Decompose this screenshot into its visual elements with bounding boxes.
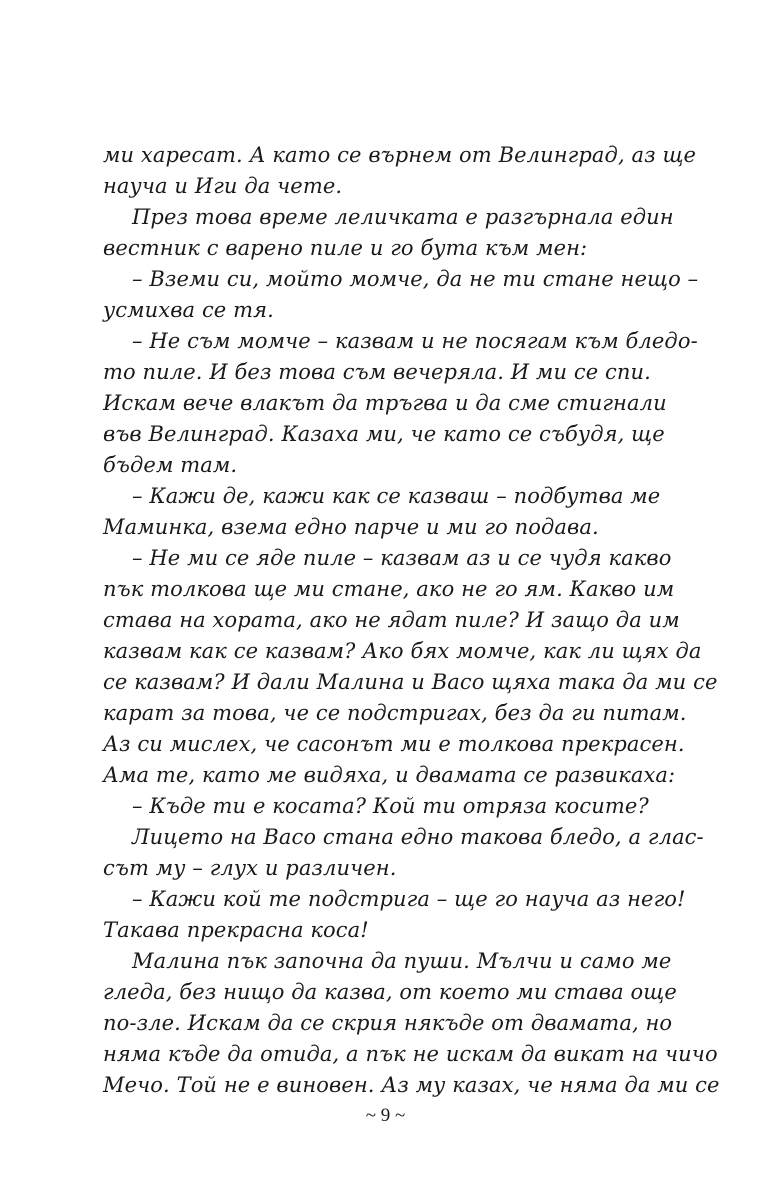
text-line: Такава прекрасна коса! — [103, 918, 369, 942]
text-line: вестник с варено пиле и го бута към мен: — [103, 236, 588, 260]
text-line: ми харесат. А като се върнем от Велинград, аз ще — [103, 143, 697, 167]
text-line: усмихва се тя. — [103, 298, 274, 322]
text-line: се казвам? И дали Малина и Васо щяха така да ми се — [103, 670, 718, 694]
text-line: Маминка, взема едно парче и ми го подава. — [103, 515, 599, 539]
text-line: – Вземи си, мойто момче, да не ти стане нещо – — [132, 267, 699, 291]
text-line: във Велинград. Казаха ми, че като се събудя, ще — [103, 422, 665, 446]
body-text — [103, 140, 720, 1101]
text-line: по-зле. Искам да се скрия някъде от двамата, но — [103, 1011, 673, 1035]
text-line: – Не съм момче – казвам и не посягам към бледо- — [132, 329, 698, 353]
page-number: ~ 9 ~ — [365, 1105, 406, 1126]
text-line: През това време леличката е разгърнала един — [132, 205, 674, 229]
text-line: Искам вече влакът да тръгва и да сме стигнали — [103, 391, 667, 415]
text-line: то пиле. И без това съм вечеряла. И ми се спи. — [103, 360, 651, 384]
text-line: карат за това, че се подстригах, без да ги питам. — [103, 701, 687, 725]
text-line: бъдем там. — [103, 453, 238, 477]
text-line: гледа, без нищо да казва, от което ми става още — [103, 980, 677, 1004]
text-line: Аз си мислех, че сасонът ми е толкова прекрасен. — [103, 732, 685, 756]
text-line: няма къде да отида, а пък не искам да викат на чичо — [103, 1042, 718, 1066]
text-line: Ама те, като ме видяха, и двамата се развикаха: — [103, 763, 676, 787]
text-line: казвам как се казвам? Ако бях момче, как ли щях да — [103, 639, 702, 663]
text-line: пък толкова ще ми стане, ако не го ям. Какво им — [103, 577, 675, 601]
text-line: – Кажи кой те подстрига – ще го науча аз него! — [132, 887, 686, 911]
text-line: Малина пък започна да пуши. Мълчи и само ме — [132, 949, 672, 973]
text-line: – Кажи де, кажи как се казваш – подбутва ме — [132, 484, 661, 508]
text-line: сът му – глух и различен. — [103, 856, 397, 880]
text-line: – Не ми се яде пиле – казвам аз и се чудя какво — [132, 546, 672, 570]
text-line: – Къде ти е косата? Кой ти отряза косите? — [132, 794, 649, 818]
text-line: Лицето на Васо стана едно такова бледо, а глас- — [132, 825, 704, 849]
text-line: науча и Иги да чете. — [103, 174, 343, 198]
text-line: става на хората, ако не ядат пиле? И защо да им — [103, 608, 680, 632]
text-line: Мечо. Той не е виновен. Аз му казах, че няма да ми се — [103, 1073, 720, 1097]
